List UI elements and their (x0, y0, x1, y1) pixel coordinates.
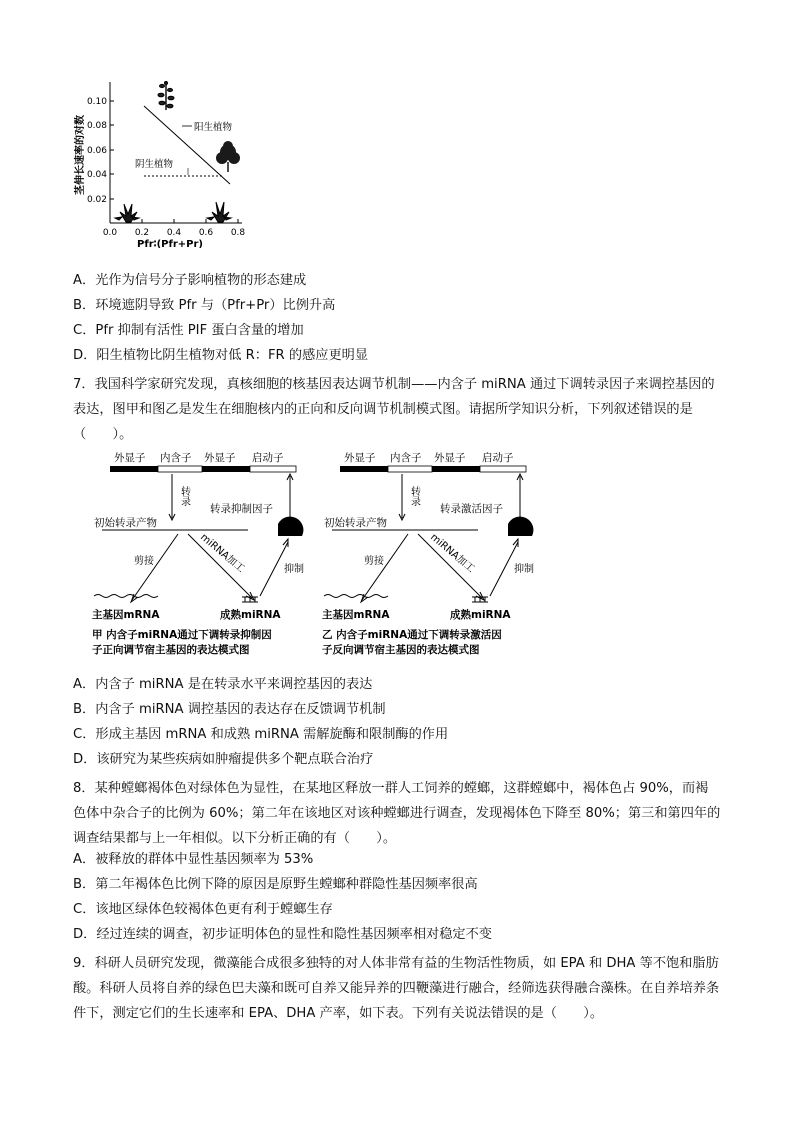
q8-option-a: A．被释放的群体中显性基因频率为 53% (73, 852, 314, 867)
x-tick: 0.8 (230, 228, 246, 238)
mirna-label: 成熟miRNA (450, 609, 511, 621)
caption-line2: 子反向调节宿主基因的表达模式图 (322, 644, 480, 656)
intron-label: 内含子 (390, 452, 422, 464)
product-label: 初始转录产物 (324, 517, 387, 529)
factor-label: 转录激活因子 (440, 503, 503, 515)
q6-option-b: B．环境遮阴导致 Pfr 与（Pfr+Pr）比例升高 (73, 298, 336, 313)
q7-option-a: A．内含子 miRNA 是在转录水平来调控基因的表达 (73, 677, 373, 692)
q7-stem: 7．我国科学家研究发现，真核细胞的核基因表达调节机制——内含子 miRNA 通过下调转录因子来调控基因的表达，图甲和图乙是发生在细胞核内的正向和反向调节机制模式图。请据所学知识分析，下列叙述错误的是（ ）。 (73, 377, 715, 442)
promoter-label: 启动子 (252, 452, 284, 464)
q8-option-c: C．该地区绿体色较褐体色更有利于螳螂生存 (73, 902, 333, 917)
splice-label: 剪接 (134, 556, 154, 567)
q7-option-b: B．内含子 miRNA 调控基因的表达存在反馈调节机制 (73, 702, 386, 717)
mirna-diagram-right (322, 450, 537, 660)
x-tick: 0.2 (134, 228, 150, 238)
splice-label: 剪接 (364, 556, 384, 567)
x-tick: 0.6 (198, 228, 214, 238)
transcribe-label: 转录 (408, 486, 420, 506)
mrna-label: 主基因mRNA (322, 609, 390, 621)
tall-plant-icon (158, 82, 174, 111)
product-label: 初始转录产物 (94, 517, 157, 529)
q7-option-c: C．形成主基因 mRNA 和成熟 miRNA 需解旋酶和限制酶的作用 (73, 727, 449, 742)
caption-line1: 乙 内含子miRNA通过下调转录激活因 (322, 629, 502, 641)
y-axis-label: 茎伸长速率的对数 (75, 115, 86, 195)
y-tick: 0.02 (86, 195, 107, 205)
transcribe-label: 转录 (178, 486, 190, 506)
q8-option-b: B．第二年褐体色比例下降的原因是原野生螳螂种群隐性基因频率很高 (73, 877, 478, 892)
plant-growth-figure (70, 80, 260, 248)
x-tick: 0.0 (102, 228, 118, 238)
caption-line2: 子正向调节宿主基因的表达模式图 (92, 644, 250, 656)
caption-line1: 甲 内含子miRNA通过下调转录抑制因 (92, 629, 272, 641)
y-tick: 0.10 (86, 97, 107, 107)
x-axis-label: Pfr∶(Pfr+Pr) (137, 239, 203, 248)
processing-label: miRNA加工 (198, 531, 247, 575)
mirna-label: 成熟miRNA (220, 609, 281, 621)
exon-label: 外显子 (434, 452, 466, 464)
y-tick: 0.04 (86, 170, 107, 180)
sun-plant-label: 阳生植物 (194, 122, 233, 133)
factor-label: 转录抑制因子 (210, 503, 273, 515)
inhibit-label: 抑制 (514, 564, 534, 575)
y-tick: 0.06 (86, 146, 107, 156)
y-tick: 0.08 (86, 121, 107, 131)
bushy-plant-icon (216, 141, 240, 172)
exon-label: 外显子 (344, 452, 376, 464)
exon-label: 外显子 (204, 452, 236, 464)
q6-option-a: A．光作为信号分子影响植物的形态建成 (73, 273, 307, 288)
x-tick: 0.4 (166, 228, 182, 238)
inhibit-label: 抑制 (284, 564, 304, 575)
processing-label: miRNA加工 (428, 531, 477, 575)
sun-plant-line (144, 106, 230, 184)
shade-plant-label: 阴生植物 (135, 159, 174, 170)
q6-option-c: C．Pfr 抑制有活性 PIF 蛋白含量的增加 (73, 323, 304, 338)
mrna-label: 主基因mRNA (92, 609, 160, 621)
q7-option-d: D．该研究为某些疾病如肿瘤提供多个靶点联合治疗 (73, 752, 374, 767)
q9-stem: 9．科研人员研究发现，微藻能合成很多独特的对人体非常有益的生物活性物质，如 EPA 和 DHA 等不饱和脂肪酸。科研人员将自养的绿色巴夫藻和既可自养又能异养的四鞭藻进行融合，经筛选获得融合藻株。在自养培养条件下，测定它们的生长速率和 EPA、DHA 产率，如下表。下列有关说法错误的是（ ）。 (73, 956, 720, 1021)
q8-option-d: D．经过连续的调查，初步证明体色的显性和隐性基因频率相对稳定不变 (73, 927, 492, 942)
mirna-diagram-left (92, 450, 307, 660)
intron-label: 内含子 (160, 452, 192, 464)
q8-stem: 8．某种螳螂褐体色对绿体色为显性，在某地区释放一群人工饲养的螳螂，这群螳螂中，褐体色占 90%，而褐色体中杂合子的比例为 60%；第二年在该地区对该种螳螂进行调查，发现褐体色下降至 80%；第三和第四年的调查结果都与上一年相似。以下分析正确的有（ ）。 (73, 781, 721, 846)
q6-option-d: D．阳生植物比阴生植物对低 R：FR 的感应更明显 (73, 348, 369, 363)
exon-label: 外显子 (114, 452, 146, 464)
low-plant-icon-right (207, 202, 231, 222)
low-plant-icon-left (115, 204, 139, 222)
promoter-label: 启动子 (482, 452, 514, 464)
